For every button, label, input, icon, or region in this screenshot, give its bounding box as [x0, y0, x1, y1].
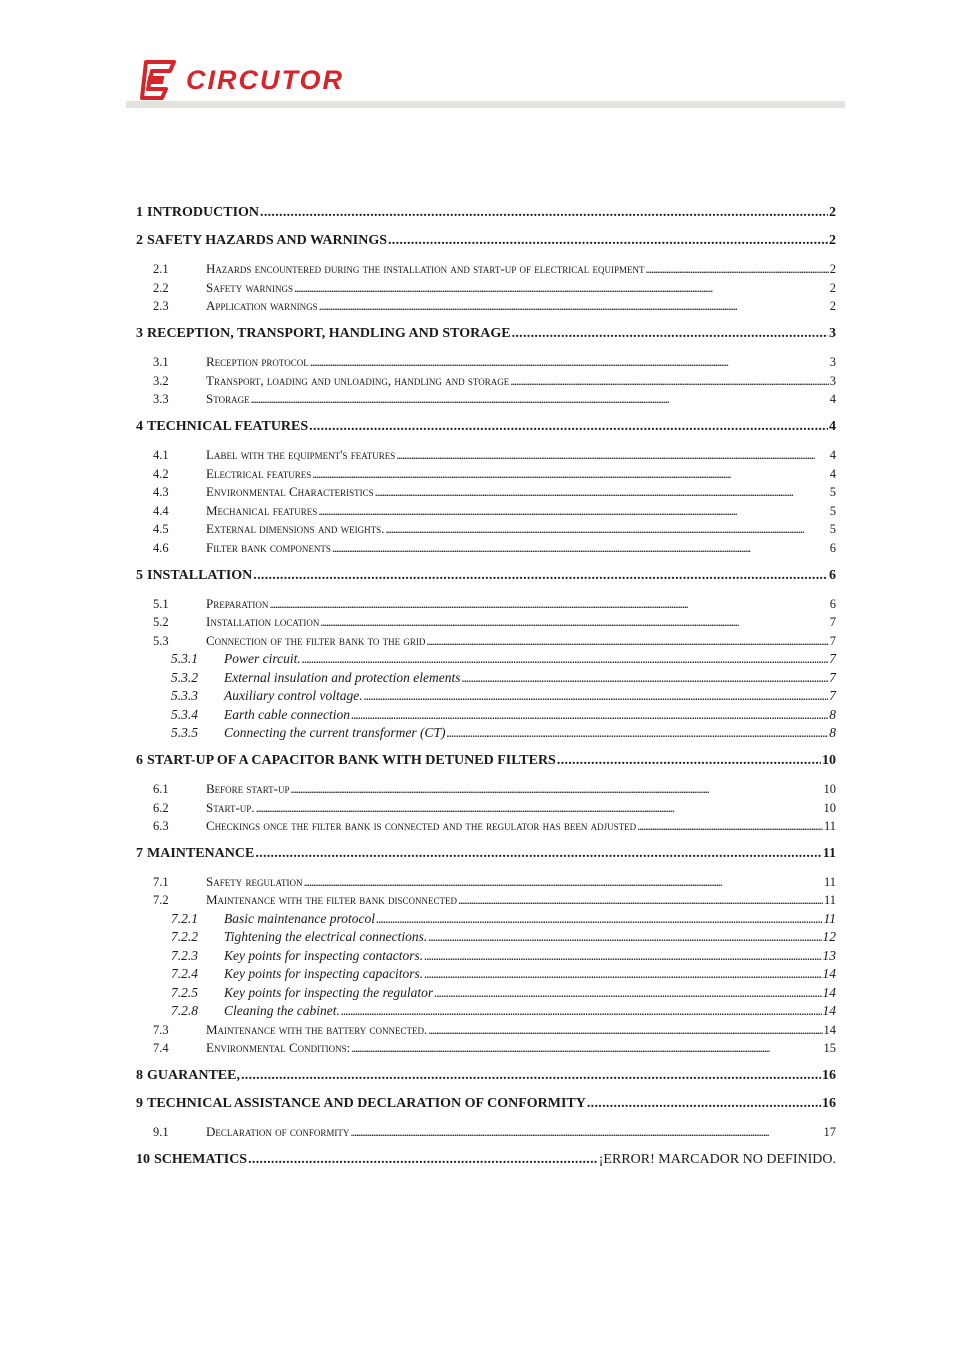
toc-leader-dots [256, 801, 823, 816]
toc-entry-page: 2 [829, 299, 836, 313]
toc-entry-title: MAINTENANCE [147, 846, 255, 861]
toc-entry-page: 6 [829, 597, 836, 611]
toc-leader-dots [587, 1096, 821, 1112]
toc-entry-page: 3 [829, 326, 836, 341]
toc-entry-number: 7.2.5 [171, 985, 198, 1000]
toc-entry-number: 5 [136, 568, 143, 583]
toc-leader-dots [332, 541, 829, 556]
toc-entry-title: Storage [206, 391, 250, 406]
toc-entry-number: 6 [136, 753, 143, 768]
toc-leader-dots [312, 467, 829, 482]
toc-entry-title: Installation location [206, 614, 320, 629]
toc-entry-page: 10 [822, 753, 836, 768]
toc-entry-number: 6.1 [153, 782, 169, 796]
toc-leader-dots [510, 374, 829, 389]
toc-entry-title: Maintenance with the filter bank disconnected [206, 892, 457, 907]
toc-leader-dots [645, 262, 828, 277]
toc-entry-title: Safety regulation [206, 874, 303, 889]
toc-leader-dots [424, 966, 821, 982]
toc-entry-number: 6.2 [153, 801, 169, 815]
toc-entry-level2[interactable] [136, 800, 836, 820]
toc-entry-level3[interactable] [136, 670, 836, 690]
toc-entry-title: TECHNICAL FEATURES [147, 419, 309, 434]
toc-entry-page: 5 [829, 485, 836, 499]
toc-entry-number: 7.2.4 [171, 966, 198, 981]
toc-entry-page: 2 [829, 281, 836, 295]
toc-entry-page: 8 [829, 725, 836, 740]
toc-entry-number: 4.5 [153, 522, 169, 536]
toc-entry-number: 2.1 [153, 262, 169, 276]
toc-entry-page: 2 [829, 205, 836, 220]
toc-entry-title: Hazards encountered during the installation and start-up of electrical equipment [206, 261, 645, 276]
toc-entry-number: 7 [136, 846, 143, 861]
toc-entry-page: 11 [823, 893, 836, 907]
toc-entry-page: 16 [822, 1068, 836, 1083]
toc-entry-page: 4 [829, 392, 836, 406]
toc-entry-level1[interactable] [136, 419, 836, 439]
toc-entry-title: SAFETY HAZARDS AND WARNINGS [147, 233, 387, 248]
toc-entry-title: Start-up. [206, 800, 255, 815]
toc-leader-dots [351, 1041, 822, 1056]
toc-entry-title: Transport, loading and unloading, handling and storage [206, 373, 510, 388]
toc-entry-page: 7 [829, 615, 836, 629]
toc-leader-dots [446, 725, 828, 741]
toc-entry-page: 4 [829, 448, 836, 462]
toc-entry-title: INTRODUCTION [147, 205, 260, 220]
toc-entry-level2[interactable] [136, 484, 836, 504]
toc-entry-title: Mechanical features [206, 503, 318, 518]
toc-entry-number: 6.3 [153, 819, 169, 833]
toc-leader-dots [255, 846, 821, 862]
toc-leader-dots [291, 782, 823, 797]
toc-entry-level3[interactable] [136, 1003, 836, 1023]
toc-leader-dots [319, 299, 829, 314]
toc-entry-number: 2.3 [153, 299, 169, 313]
toc-entry-page: 11 [823, 819, 836, 833]
toc-entry-level1[interactable] [136, 846, 836, 866]
toc-entry-page: 6 [829, 541, 836, 555]
toc-entry-level3[interactable] [136, 725, 836, 745]
toc-entry-number: 4.4 [153, 504, 169, 518]
toc-leader-dots [341, 1003, 822, 1019]
toc-entry-number: 8 [136, 1068, 143, 1083]
toc-leader-dots [557, 753, 821, 769]
toc-entry-level1[interactable] [136, 1068, 836, 1088]
toc-entry-level2[interactable] [136, 892, 836, 912]
toc-entry-title: GUARANTEE, [147, 1068, 240, 1083]
toc-entry-title: TECHNICAL ASSISTANCE AND DECLARATION OF CONFORMITY [147, 1096, 586, 1111]
toc-entry-page: 16 [822, 1096, 836, 1111]
toc-entry-level1[interactable] [136, 1096, 836, 1116]
toc-entry-level3[interactable] [136, 707, 836, 727]
toc-leader-dots [388, 233, 828, 249]
toc-entry-title: Cleaning the cabinet. [224, 1003, 340, 1018]
toc-leader-dots [318, 504, 828, 519]
toc-leader-dots [428, 1023, 822, 1038]
toc-entry-number: 1 [136, 205, 143, 220]
toc-leader-dots [303, 875, 822, 890]
toc-entry-title: Electrical features [206, 466, 312, 481]
toc-leader-dots [309, 419, 828, 435]
toc-entry-title: Preparation [206, 596, 269, 611]
toc-leader-dots [426, 634, 828, 649]
toc-entry-title: START-UP OF A CAPACITOR BANK WITH DETUNED FILTERS [147, 753, 556, 768]
toc-entry-level2[interactable] [136, 1022, 836, 1042]
toc-entry-page: 3 [829, 374, 836, 388]
toc-entry-number: 5.1 [153, 597, 169, 611]
toc-entry-number: 4.6 [153, 541, 169, 555]
toc-leader-dots [385, 522, 828, 537]
toc-entry-title: Power circuit. [224, 651, 301, 666]
toc-leader-dots [458, 893, 823, 908]
toc-entry-number: 5.3 [153, 634, 169, 648]
toc-entry-page: ¡ERROR! MARCADOR NO DEFINIDO. [598, 1152, 836, 1167]
toc-entry-title: Auxiliary control voltage. [224, 688, 363, 703]
toc-entry-number: 3.2 [153, 374, 169, 388]
toc-entry-number: 4.2 [153, 467, 169, 481]
toc-entry-number: 7.2 [153, 893, 169, 907]
toc-leader-dots [320, 615, 828, 630]
toc-entry-number: 2.2 [153, 281, 169, 295]
toc-leader-dots [260, 205, 828, 221]
toc-leader-dots [364, 688, 829, 704]
toc-entry-level2[interactable] [136, 503, 836, 523]
toc-entry-page: 14 [822, 966, 836, 981]
toc-leader-dots [241, 1068, 821, 1084]
toc-entry-level2[interactable] [136, 633, 836, 653]
toc-entry-level1[interactable] [136, 568, 836, 588]
toc-entry-number: 5.3.2 [171, 670, 198, 685]
toc-entry-title: INSTALLATION [147, 568, 253, 583]
toc-entry-title: Application warnings [206, 298, 318, 313]
toc-entry-number: 4.3 [153, 485, 169, 499]
toc-entry-number: 9.1 [153, 1125, 169, 1139]
toc-leader-dots [350, 1125, 822, 1140]
toc-leader-dots [461, 670, 828, 686]
toc-leader-dots [310, 355, 829, 370]
toc-leader-dots [248, 1152, 598, 1168]
toc-entry-level2[interactable] [136, 447, 836, 467]
toc-entry-level2[interactable] [136, 614, 836, 634]
toc-entry-page: 14 [822, 1003, 836, 1018]
toc-entry-level2[interactable] [136, 1040, 836, 1060]
toc-entry-page: 7 [829, 688, 836, 703]
toc-leader-dots [396, 448, 828, 463]
toc-leader-dots [637, 819, 823, 834]
toc-leader-dots [269, 597, 828, 612]
toc-entry-level1[interactable] [136, 1152, 836, 1172]
toc-entry-level2[interactable] [136, 596, 836, 616]
toc-entry-title: Key points for inspecting capacitors. [224, 966, 424, 981]
toc-entry-number: 4 [136, 419, 143, 434]
toc-leader-dots [302, 651, 829, 667]
toc-leader-dots [294, 281, 829, 296]
toc-entry-level2[interactable] [136, 466, 836, 486]
toc-entry-page: 7 [829, 651, 836, 666]
toc-entry-level3[interactable] [136, 651, 836, 671]
toc-entry-level2[interactable] [136, 391, 836, 411]
toc-entry-level3[interactable] [136, 929, 836, 949]
toc-entry-level2[interactable] [136, 280, 836, 300]
toc-entry-title: Declaration of conformity [206, 1124, 350, 1139]
toc-leader-dots [434, 985, 821, 1001]
toc-entry-title: Environmental Characteristics [206, 484, 374, 499]
toc-leader-dots [253, 568, 828, 584]
toc-entry-page: 10 [823, 782, 836, 796]
toc-entry-page: 11 [823, 875, 836, 889]
toc-entry-title: Connecting the current transformer (CT) [224, 725, 446, 740]
toc-entry-page: 11 [822, 846, 836, 861]
toc-entry-title: Reception protocol [206, 354, 309, 369]
toc-entry-number: 2 [136, 233, 143, 248]
toc-entry-title: Safety warnings [206, 280, 293, 295]
toc-entry-level2[interactable] [136, 540, 836, 560]
toc-entry-title: Basic maintenance protocol [224, 911, 375, 926]
toc-leader-dots [351, 707, 828, 723]
toc-entry-number: 10 [136, 1152, 150, 1167]
toc-entry-level2[interactable] [136, 373, 836, 393]
toc-entry-number: 5.3.1 [171, 651, 198, 666]
toc-entry-number: 7.2.2 [171, 929, 198, 944]
toc-entry-title: Before start-up [206, 781, 290, 796]
toc-leader-dots [376, 911, 823, 927]
toc-leader-dots [375, 485, 829, 500]
toc-entry-title: Maintenance with the battery connected. [206, 1022, 428, 1037]
toc-leader-dots [512, 326, 828, 342]
toc-entry-title: Tightening the electrical connections. [224, 929, 428, 944]
toc-entry-page: 8 [829, 707, 836, 722]
toc-entry-page: 5 [829, 504, 836, 518]
circutor-logo [138, 58, 344, 102]
toc-entry-title: Environmental Conditions: [206, 1040, 351, 1055]
toc-entry-title: RECEPTION, TRANSPORT, HANDLING AND STORAGE [147, 326, 511, 341]
toc-entry-page: 12 [822, 929, 836, 944]
toc-entry-page: 4 [829, 467, 836, 481]
toc-entry-level3[interactable] [136, 688, 836, 708]
toc-entry-title: Key points for inspecting the regulator [224, 985, 434, 1000]
toc-entry-level2[interactable] [136, 521, 836, 541]
toc-entry-page: 14 [822, 985, 836, 1000]
toc-entry-title: External insulation and protection elements [224, 670, 461, 685]
toc-entry-level3[interactable] [136, 948, 836, 968]
toc-entry-level1[interactable] [136, 326, 836, 346]
toc-entry-page: 6 [829, 568, 836, 583]
toc-entry-number: 5.2 [153, 615, 169, 629]
toc-entry-page: 7 [829, 670, 836, 685]
toc-entry-number: 5.3.3 [171, 688, 198, 703]
toc-leader-dots [424, 948, 821, 964]
toc-entry-title: SCHEMATICS [154, 1152, 248, 1167]
toc-entry-number: 7.1 [153, 875, 169, 889]
toc-entry-title: External dimensions and weights. [206, 521, 385, 536]
toc-entry-page: 14 [823, 1023, 836, 1037]
toc-entry-page: 11 [823, 911, 836, 926]
toc-entry-level3[interactable] [136, 966, 836, 986]
toc-entry-number: 5.3.5 [171, 725, 198, 740]
toc-leader-dots [251, 392, 829, 407]
toc-entry-level1[interactable] [136, 205, 836, 225]
circutor-c-icon [138, 59, 178, 101]
toc-entry-level2[interactable] [136, 298, 836, 318]
toc-entry-level2[interactable] [136, 1124, 836, 1144]
toc-entry-number: 9 [136, 1096, 143, 1111]
toc-entry-number: 4.1 [153, 448, 169, 462]
toc-entry-title: Earth cable connection [224, 707, 350, 722]
toc-entry-number: 5.3.4 [171, 707, 198, 722]
toc-entry-level2[interactable] [136, 874, 836, 894]
toc-entry-page: 3 [829, 355, 836, 369]
toc-entry-page: 7 [829, 634, 836, 648]
toc-entry-number: 3.1 [153, 355, 169, 369]
toc-entry-level3[interactable] [136, 911, 836, 931]
toc-entry-page: 17 [823, 1125, 836, 1139]
toc-entry-title: Label with the equipment's features [206, 447, 396, 462]
toc-entry-page: 15 [823, 1041, 836, 1055]
toc-entry-level1[interactable] [136, 753, 836, 773]
toc-entry-title: Connection of the filter bank to the grid [206, 633, 426, 648]
toc-entry-page: 13 [822, 948, 836, 963]
toc-entry-level2[interactable] [136, 354, 836, 374]
toc-entry-page: 10 [823, 801, 836, 815]
toc-entry-level3[interactable] [136, 985, 836, 1005]
toc-entry-title: Checkings once the filter bank is connected and the regulator has been adjusted [206, 818, 637, 833]
toc-entry-level2[interactable] [136, 261, 836, 281]
toc-entry-number: 3 [136, 326, 143, 341]
toc-entry-page: 2 [829, 233, 836, 248]
toc-entry-number: 7.2.3 [171, 948, 198, 963]
toc-leader-dots [428, 929, 821, 945]
toc-entry-level2[interactable] [136, 781, 836, 801]
toc-entry-number: 7.4 [153, 1041, 169, 1055]
toc-entry-number: 3.3 [153, 392, 169, 406]
toc-entry-title: Filter bank components [206, 540, 331, 555]
header-rule [126, 101, 845, 108]
logo-wordmark: CIRCUTOR [186, 64, 345, 95]
toc-entry-number: 7.2.8 [171, 1003, 198, 1018]
toc-entry-page: 5 [829, 522, 836, 536]
toc-entry-title: Key points for inspecting contactors. [224, 948, 424, 963]
toc-entry-number: 7.3 [153, 1023, 169, 1037]
toc-entry-number: 7.2.1 [171, 911, 198, 926]
toc-entry-level1[interactable] [136, 233, 836, 253]
toc-entry-page: 4 [829, 419, 836, 434]
toc-entry-level2[interactable] [136, 818, 836, 838]
toc-entry-page: 2 [829, 262, 836, 276]
